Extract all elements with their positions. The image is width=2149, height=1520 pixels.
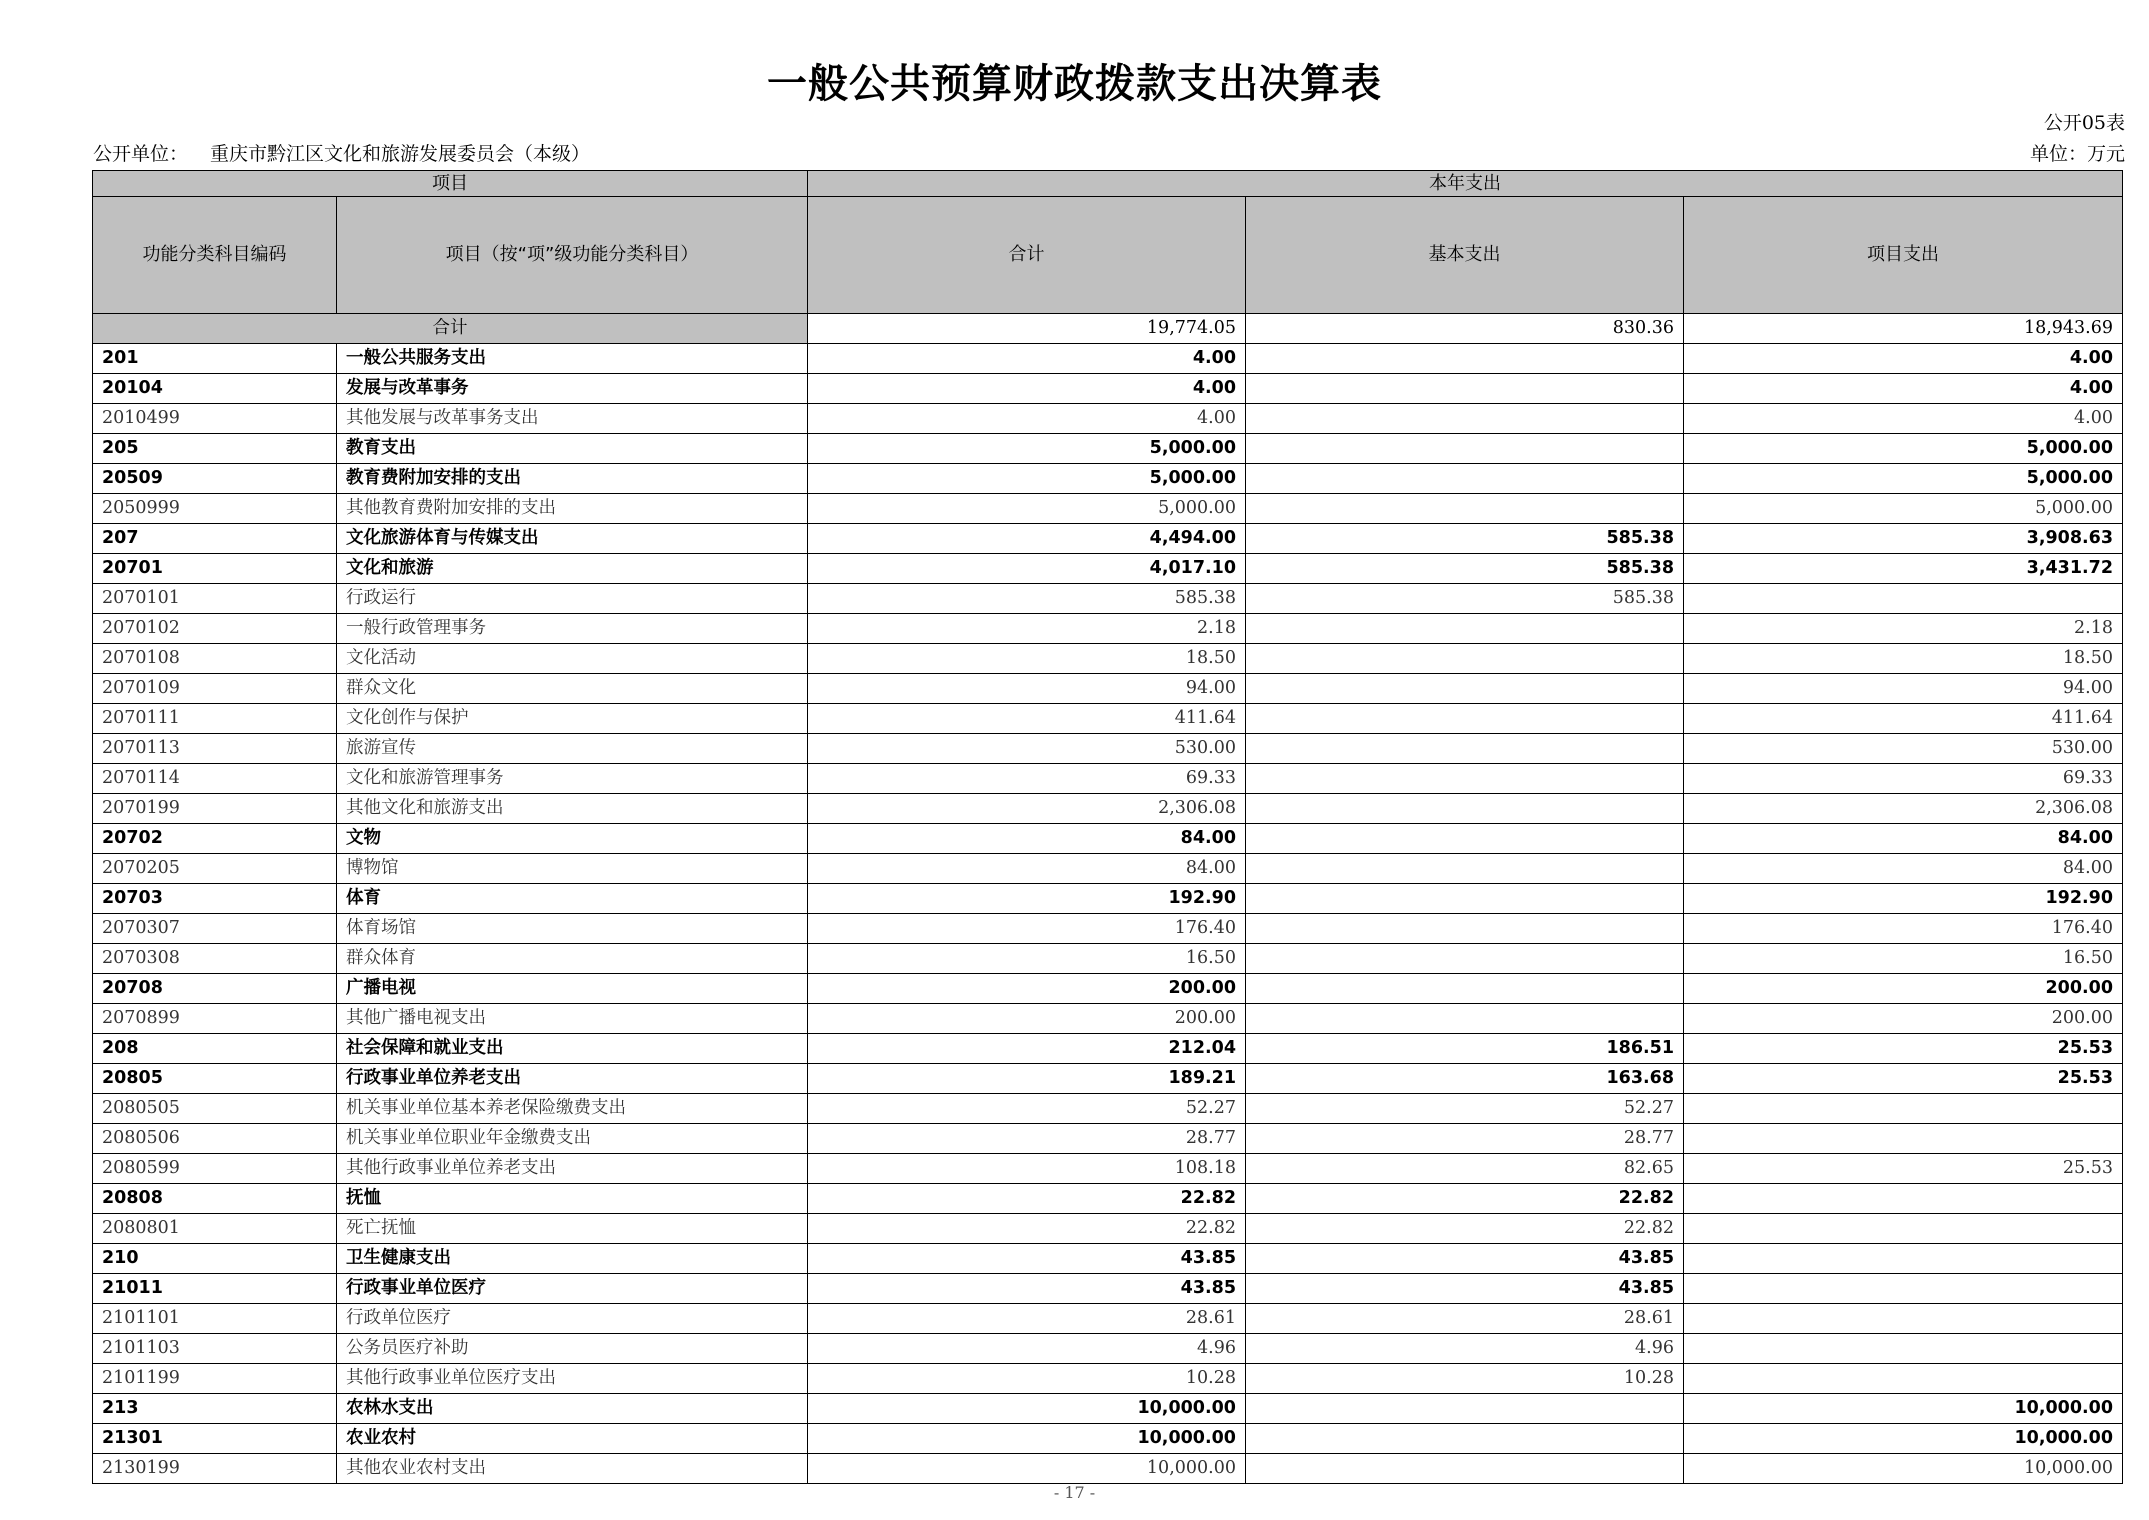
row-name: 行政事业单位养老支出: [337, 1064, 808, 1094]
row-name: 其他行政事业单位养老支出: [337, 1154, 808, 1184]
row-project: [1684, 1334, 2123, 1364]
expenditure-table: [92, 170, 2123, 1484]
table-row: [93, 914, 2123, 944]
total-row: [93, 314, 2123, 344]
row-code: 20509: [93, 464, 337, 494]
total-total: 19,774.05: [808, 314, 1246, 344]
row-project: 200.00: [1684, 974, 2123, 1004]
row-total: 10.28: [808, 1364, 1246, 1394]
row-project: 192.90: [1684, 884, 2123, 914]
row-project: 5,000.00: [1684, 434, 2123, 464]
row-code: 2070101: [93, 584, 337, 614]
header-total: 合计: [808, 197, 1246, 314]
row-name: 发展与改革事务: [337, 374, 808, 404]
row-name: 一般公共服务支出: [337, 344, 808, 374]
total-project: 18,943.69: [1684, 314, 2123, 344]
table-row: [93, 1454, 2123, 1484]
header-basic: 基本支出: [1246, 197, 1684, 314]
header-row-2: [93, 197, 2123, 314]
row-basic: [1246, 1004, 1684, 1034]
row-name: 文化和旅游: [337, 554, 808, 584]
row-total: 22.82: [808, 1184, 1246, 1214]
row-code: 2080505: [93, 1094, 337, 1124]
page-title: 一般公共预算财政拨款支出决算表: [767, 61, 1382, 107]
row-project: 10,000.00: [1684, 1454, 2123, 1484]
row-basic: 52.27: [1246, 1094, 1684, 1124]
row-name: 死亡抚恤: [337, 1214, 808, 1244]
row-basic: 186.51: [1246, 1034, 1684, 1064]
table-row: [93, 884, 2123, 914]
row-total: 52.27: [808, 1094, 1246, 1124]
row-project: [1684, 1274, 2123, 1304]
row-code: 2070108: [93, 644, 337, 674]
row-code: 208: [93, 1034, 337, 1064]
row-name: 抚恤: [337, 1184, 808, 1214]
row-basic: 585.38: [1246, 554, 1684, 584]
row-total: 4,494.00: [808, 524, 1246, 554]
row-project: [1684, 1214, 2123, 1244]
row-project: [1684, 1184, 2123, 1214]
row-total: 69.33: [808, 764, 1246, 794]
row-code: 213: [93, 1394, 337, 1424]
row-total: 2,306.08: [808, 794, 1246, 824]
table-row: [93, 974, 2123, 1004]
row-total: 530.00: [808, 734, 1246, 764]
row-project: [1684, 1124, 2123, 1154]
row-name: 体育场馆: [337, 914, 808, 944]
row-total: 2.18: [808, 614, 1246, 644]
row-name: 群众文化: [337, 674, 808, 704]
row-basic: [1246, 854, 1684, 884]
row-basic: [1246, 734, 1684, 764]
row-basic: [1246, 674, 1684, 704]
row-code: 2130199: [93, 1454, 337, 1484]
page-number: - 17 -: [1053, 1483, 1096, 1502]
row-code: 2070113: [93, 734, 337, 764]
table-row: [93, 1004, 2123, 1034]
table-row: [93, 734, 2123, 764]
row-total: 5,000.00: [808, 494, 1246, 524]
row-total: 43.85: [808, 1274, 1246, 1304]
row-code: 20708: [93, 974, 337, 1004]
table-row: [93, 1424, 2123, 1454]
table-row: [93, 854, 2123, 884]
row-code: 20701: [93, 554, 337, 584]
table-row: [93, 524, 2123, 554]
table-row: [93, 1064, 2123, 1094]
table-row: [93, 1154, 2123, 1184]
row-basic: 28.61: [1246, 1304, 1684, 1334]
row-code: 2070199: [93, 794, 337, 824]
row-basic: [1246, 464, 1684, 494]
row-total: 28.61: [808, 1304, 1246, 1334]
table-row: [93, 1334, 2123, 1364]
row-basic: [1246, 494, 1684, 524]
table-row: [93, 1274, 2123, 1304]
row-project: 69.33: [1684, 764, 2123, 794]
table-row: [93, 464, 2123, 494]
row-project: 84.00: [1684, 854, 2123, 884]
row-code: 2010499: [93, 404, 337, 434]
row-total: 94.00: [808, 674, 1246, 704]
row-name: 机关事业单位基本养老保险缴费支出: [337, 1094, 808, 1124]
row-project: 5,000.00: [1684, 464, 2123, 494]
reporting-unit-label: 公开单位：: [93, 143, 189, 165]
row-basic: 28.77: [1246, 1124, 1684, 1154]
row-project: 411.64: [1684, 704, 2123, 734]
row-name: 群众体育: [337, 944, 808, 974]
row-basic: [1246, 764, 1684, 794]
row-project: 530.00: [1684, 734, 2123, 764]
table-row: [93, 614, 2123, 644]
row-code: 20808: [93, 1184, 337, 1214]
table-row: [93, 704, 2123, 734]
row-code: 205: [93, 434, 337, 464]
header-current-year: 本年支出: [808, 171, 2123, 197]
row-total: 18.50: [808, 644, 1246, 674]
row-name: 教育费附加安排的支出: [337, 464, 808, 494]
table-row: [93, 374, 2123, 404]
row-total: 5,000.00: [808, 434, 1246, 464]
row-name: 机关事业单位职业年金缴费支出: [337, 1124, 808, 1154]
row-name: 行政运行: [337, 584, 808, 614]
row-code: 201: [93, 344, 337, 374]
row-total: 411.64: [808, 704, 1246, 734]
row-total: 10,000.00: [808, 1454, 1246, 1484]
row-project: 176.40: [1684, 914, 2123, 944]
row-project: [1684, 1244, 2123, 1274]
row-name: 农业农村: [337, 1424, 808, 1454]
row-total: 4,017.10: [808, 554, 1246, 584]
table-row: [93, 674, 2123, 704]
table-row: [93, 1304, 2123, 1334]
row-code: 2070102: [93, 614, 337, 644]
table-row: [93, 644, 2123, 674]
header-name: 项目（按“项”级功能分类科目）: [337, 197, 808, 314]
row-name: 公务员医疗补助: [337, 1334, 808, 1364]
row-code: 210: [93, 1244, 337, 1274]
row-code: 2101103: [93, 1334, 337, 1364]
row-code: 21301: [93, 1424, 337, 1454]
table-row: [93, 584, 2123, 614]
row-basic: [1246, 1424, 1684, 1454]
table-body: [93, 314, 2123, 1484]
table-row: [93, 1394, 2123, 1424]
total-basic: 830.36: [1246, 314, 1684, 344]
header-project: 项目支出: [1684, 197, 2123, 314]
row-basic: 43.85: [1246, 1244, 1684, 1274]
table-row: [93, 344, 2123, 374]
row-basic: [1246, 644, 1684, 674]
row-basic: [1246, 614, 1684, 644]
row-code: 2080801: [93, 1214, 337, 1244]
reporting-unit: [93, 139, 590, 166]
row-project: 25.53: [1684, 1064, 2123, 1094]
row-name: 文物: [337, 824, 808, 854]
row-basic: [1246, 914, 1684, 944]
row-total: 200.00: [808, 1004, 1246, 1034]
table-row: [93, 1214, 2123, 1244]
row-code: 2070308: [93, 944, 337, 974]
row-code: 2070114: [93, 764, 337, 794]
row-code: 21011: [93, 1274, 337, 1304]
row-total: 84.00: [808, 824, 1246, 854]
total-label: 合计: [93, 314, 808, 344]
table-row: [93, 434, 2123, 464]
row-basic: 82.65: [1246, 1154, 1684, 1184]
row-code: 2101101: [93, 1304, 337, 1334]
row-name: 文化活动: [337, 644, 808, 674]
row-basic: [1246, 794, 1684, 824]
row-total: 16.50: [808, 944, 1246, 974]
row-name: 其他文化和旅游支出: [337, 794, 808, 824]
row-project: 200.00: [1684, 1004, 2123, 1034]
row-total: 28.77: [808, 1124, 1246, 1154]
row-name: 其他行政事业单位医疗支出: [337, 1364, 808, 1394]
row-project: 10,000.00: [1684, 1394, 2123, 1424]
row-total: 176.40: [808, 914, 1246, 944]
table-row: [93, 1184, 2123, 1214]
row-basic: 43.85: [1246, 1274, 1684, 1304]
row-name: 教育支出: [337, 434, 808, 464]
row-project: [1684, 1364, 2123, 1394]
row-basic: 163.68: [1246, 1064, 1684, 1094]
row-basic: [1246, 404, 1684, 434]
row-code: 2080599: [93, 1154, 337, 1184]
reporting-unit-name: 重庆市黔江区文化和旅游发展委员会（本级）: [210, 143, 591, 165]
row-basic: [1246, 374, 1684, 404]
row-name: 农林水支出: [337, 1394, 808, 1424]
row-name: 体育: [337, 884, 808, 914]
currency-unit: 单位：万元: [2029, 143, 2125, 165]
table-row: [93, 764, 2123, 794]
row-name: 行政单位医疗: [337, 1304, 808, 1334]
table-row: [93, 1094, 2123, 1124]
row-total: 4.00: [808, 344, 1246, 374]
row-code: 2070899: [93, 1004, 337, 1034]
row-name: 其他教育费附加安排的支出: [337, 494, 808, 524]
row-project: 16.50: [1684, 944, 2123, 974]
row-total: 84.00: [808, 854, 1246, 884]
row-name: 文化创作与保护: [337, 704, 808, 734]
row-basic: [1246, 884, 1684, 914]
row-code: 207: [93, 524, 337, 554]
row-total: 212.04: [808, 1034, 1246, 1064]
row-total: 4.96: [808, 1334, 1246, 1364]
row-code: 20702: [93, 824, 337, 854]
table-row: [93, 404, 2123, 434]
row-total: 10,000.00: [808, 1394, 1246, 1424]
row-code: 20703: [93, 884, 337, 914]
row-name: 卫生健康支出: [337, 1244, 808, 1274]
row-basic: 22.82: [1246, 1214, 1684, 1244]
row-basic: [1246, 824, 1684, 854]
row-code: 2050999: [93, 494, 337, 524]
row-code: 20104: [93, 374, 337, 404]
table-row: [93, 944, 2123, 974]
table-row: [93, 824, 2123, 854]
header-item: 项目: [93, 171, 808, 197]
row-name: 旅游宣传: [337, 734, 808, 764]
header-row-1: [93, 171, 2123, 197]
row-name: 文化和旅游管理事务: [337, 764, 808, 794]
row-name: 社会保障和就业支出: [337, 1034, 808, 1064]
row-basic: [1246, 1394, 1684, 1424]
row-basic: [1246, 974, 1684, 1004]
table-row: [93, 794, 2123, 824]
table-row: [93, 1124, 2123, 1154]
row-basic: [1246, 344, 1684, 374]
row-code: 2070205: [93, 854, 337, 884]
row-name: 一般行政管理事务: [337, 614, 808, 644]
table-row: [93, 554, 2123, 584]
row-project: 2,306.08: [1684, 794, 2123, 824]
row-basic: 4.96: [1246, 1334, 1684, 1364]
row-basic: [1246, 434, 1684, 464]
row-project: 3,431.72: [1684, 554, 2123, 584]
row-code: 2070109: [93, 674, 337, 704]
row-basic: [1246, 704, 1684, 734]
row-total: 43.85: [808, 1244, 1246, 1274]
row-total: 192.90: [808, 884, 1246, 914]
row-basic: 10.28: [1246, 1364, 1684, 1394]
row-name: 行政事业单位医疗: [337, 1274, 808, 1304]
row-project: 84.00: [1684, 824, 2123, 854]
row-project: 4.00: [1684, 344, 2123, 374]
row-project: 25.53: [1684, 1034, 2123, 1064]
row-basic: 585.38: [1246, 524, 1684, 554]
row-project: 94.00: [1684, 674, 2123, 704]
table-row: [93, 494, 2123, 524]
table-row: [93, 1364, 2123, 1394]
row-basic: 585.38: [1246, 584, 1684, 614]
row-code: 2101199: [93, 1364, 337, 1394]
row-project: 5,000.00: [1684, 494, 2123, 524]
row-total: 4.00: [808, 374, 1246, 404]
row-name: 广播电视: [337, 974, 808, 1004]
row-total: 10,000.00: [808, 1424, 1246, 1454]
row-project: 4.00: [1684, 404, 2123, 434]
row-total: 4.00: [808, 404, 1246, 434]
row-code: 2080506: [93, 1124, 337, 1154]
row-project: 10,000.00: [1684, 1424, 2123, 1454]
row-total: 189.21: [808, 1064, 1246, 1094]
row-total: 585.38: [808, 584, 1246, 614]
row-basic: [1246, 944, 1684, 974]
row-project: [1684, 1304, 2123, 1334]
row-total: 5,000.00: [808, 464, 1246, 494]
table-row: [93, 1244, 2123, 1274]
row-basic: [1246, 1454, 1684, 1484]
row-total: 200.00: [808, 974, 1246, 1004]
row-code: 2070307: [93, 914, 337, 944]
row-total: 108.18: [808, 1154, 1246, 1184]
table-number: 公开05表: [2043, 112, 2125, 134]
row-name: 文化旅游体育与传媒支出: [337, 524, 808, 554]
row-total: 22.82: [808, 1214, 1246, 1244]
row-project: [1684, 584, 2123, 614]
row-name: 博物馆: [337, 854, 808, 884]
row-code: 20805: [93, 1064, 337, 1094]
row-name: 其他广播电视支出: [337, 1004, 808, 1034]
row-project: 4.00: [1684, 374, 2123, 404]
row-name: 其他农业农村支出: [337, 1454, 808, 1484]
row-project: 25.53: [1684, 1154, 2123, 1184]
row-project: [1684, 1094, 2123, 1124]
row-name: 其他发展与改革事务支出: [337, 404, 808, 434]
row-project: 18.50: [1684, 644, 2123, 674]
row-project: 3,908.63: [1684, 524, 2123, 554]
header-code: 功能分类科目编码: [93, 197, 337, 314]
row-basic: 22.82: [1246, 1184, 1684, 1214]
table-row: [93, 1034, 2123, 1064]
row-code: 2070111: [93, 704, 337, 734]
row-project: 2.18: [1684, 614, 2123, 644]
